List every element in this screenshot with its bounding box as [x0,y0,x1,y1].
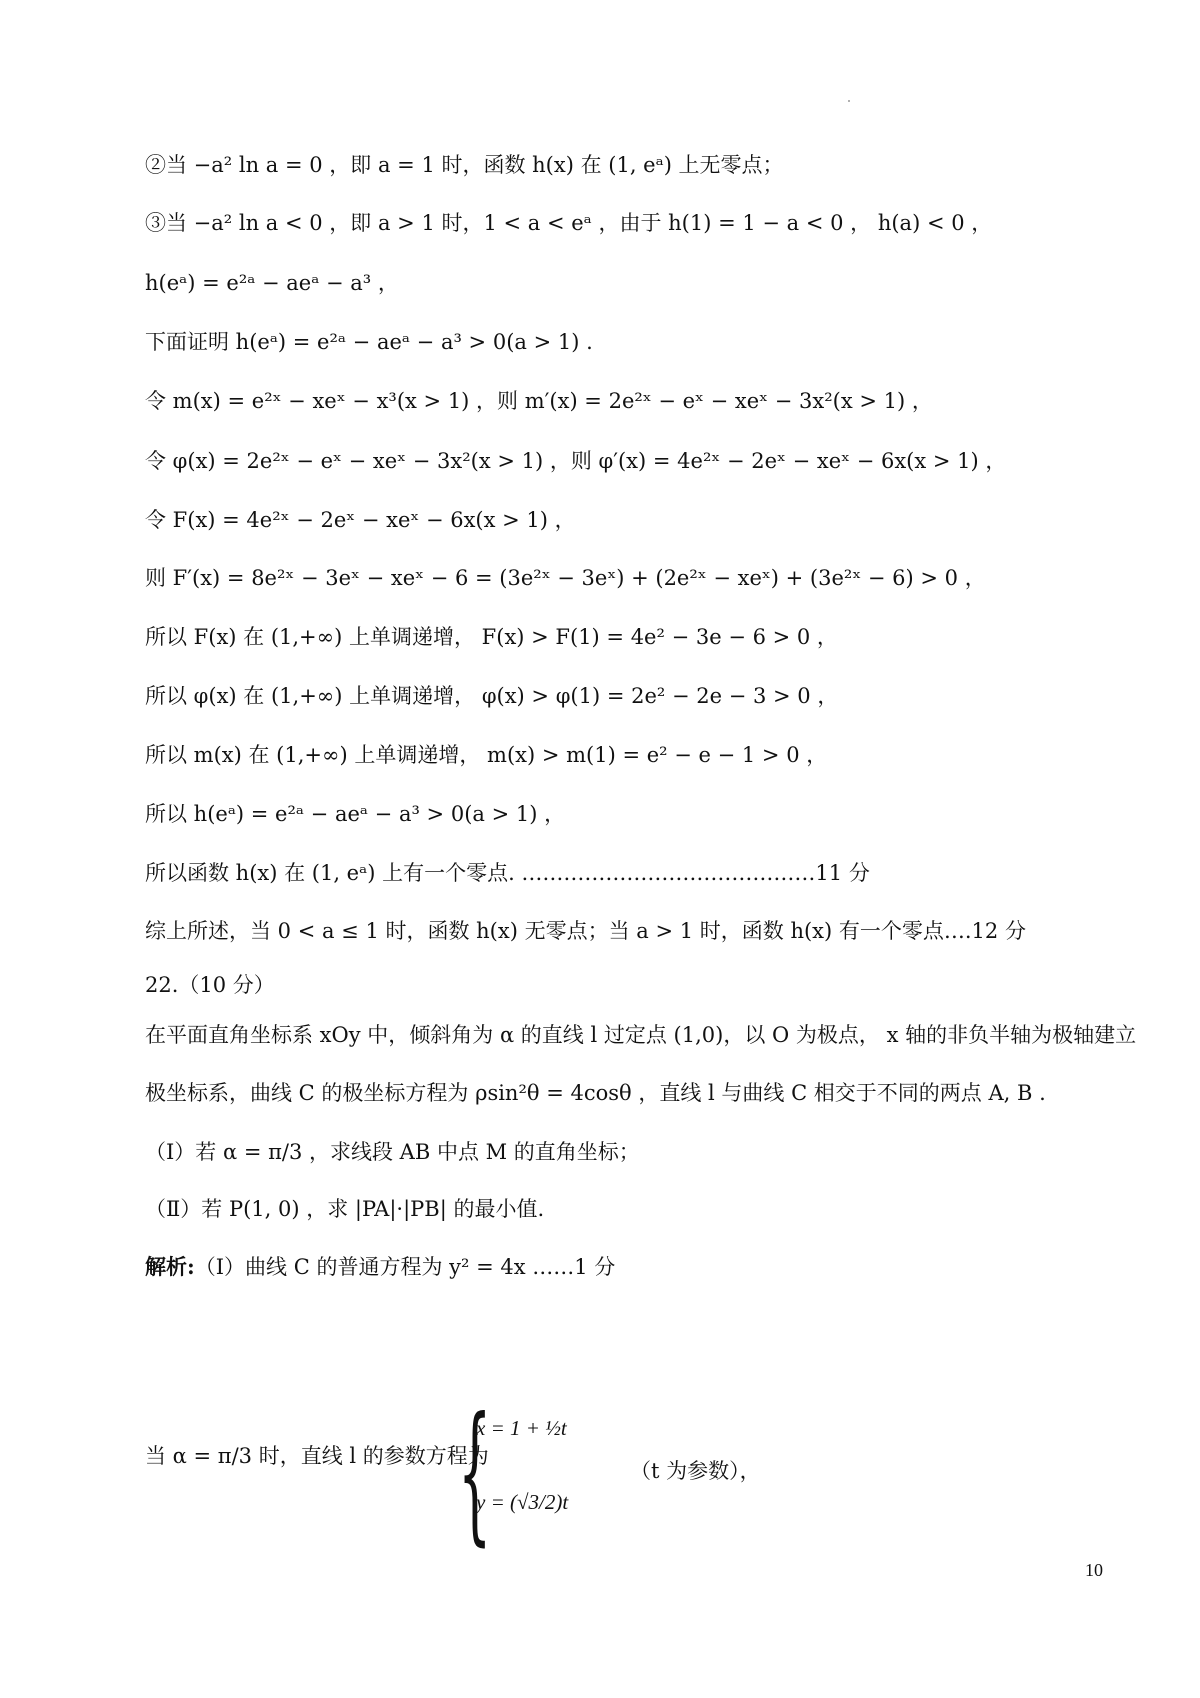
text-line-6: 令 φ(x) = 2e²ˣ − eˣ − xeˣ − 3x²(x > 1) ，则 φ′(x) = 4e²ˣ − 2eˣ − xeˣ − 6x(x > 1) ， [145,449,1007,473]
solution-label: 解析: [145,1254,195,1279]
text-line-3: h(eᵃ) = e²ᵃ − aeᵃ − a³ ， [145,271,399,295]
parametric-lead: 当 α = π/3 时，直线 l 的参数方程为 [145,1444,489,1468]
solution-line [145,1252,615,1282]
text-line-2: ③当 −a² ln a < 0 ，即 a > 1 时，1 < a < eᵃ ，由于 h(1) = 1 − a < 0 ， h(a) < 0 ， [145,211,993,235]
text-line-12: 所以 h(eᵃ) = e²ᵃ − aeᵃ − a³ > 0(a > 1) ， [145,802,566,826]
text-line-8: 则 F′(x) = 8e²ˣ − 3eˣ − xeˣ − 6 = (3e²ˣ − 3eˣ) + (2e²ˣ − xeˣ) + (3e²ˣ − 6) > 0 ， [145,566,986,590]
text-line-1: ②当 −a² ln a = 0 ，即 a = 1 时，函数 h(x) 在 (1, eᵃ) 上无零点； [145,153,784,177]
text-line-4: 下面证明 h(eᵃ) = e²ᵃ − aeᵃ − a³ > 0(a > 1) . [145,330,593,354]
speck [848,100,850,102]
parametric-system [458,1386,618,1560]
text-line-7: 令 F(x) = 4e²ˣ − 2eˣ − xeˣ − 6x(x > 1) ， [145,508,576,532]
problem-part-1: （Ⅰ）若 α = π/3 ，求线段 AB 中点 M 的直角坐标； [145,1140,640,1164]
parametric-tail: （t 为参数）， [630,1459,761,1483]
text-line-5: 令 m(x) = e²ˣ − xeˣ − x³(x > 1) ，则 m′(x) = 2e²ˣ − eˣ − xeˣ − 3x²(x > 1) ， [145,389,933,413]
problem-number: 22.（10 分） [145,973,275,997]
left-brace: { [458,1386,492,1560]
text-line-10: 所以 φ(x) 在 (1,+∞) 上单调递增， φ(x) > φ(1) = 2e² − 2e − 3 > 0 ， [145,684,839,708]
parametric-eq-y: y = (√3/2)t [476,1490,569,1514]
problem-text-1: 在平面直角坐标系 xOy 中，倾斜角为 α 的直线 l 过定点 (1,0)，以 O 为极点， x 轴的非负半轴为极轴建立 [145,1023,1137,1047]
text-line-11: 所以 m(x) 在 (1,+∞) 上单调递增， m(x) > m(1) = e² − e − 1 > 0 ， [145,743,828,767]
problem-part-2: （Ⅱ）若 P(1, 0) ，求 |PA|·|PB| 的最小值. [145,1197,545,1221]
page-number: 10 [1085,1560,1103,1580]
solution-text: （Ⅰ）曲线 C 的普通方程为 y² = 4x ……1 分 [194,1255,616,1279]
text-line-14: 综上所述，当 0 < a ≤ 1 时，函数 h(x) 无零点；当 a > 1 时，函数 h(x) 有一个零点….12 分 [145,919,1026,943]
problem-text-2: 极坐标系，曲线 C 的极坐标方程为 ρsin²θ = 4cosθ ，直线 l 与曲线 C 相交于不同的两点 A, B . [145,1081,1046,1105]
text-line-9: 所以 F(x) 在 (1,+∞) 上单调递增， F(x) > F(1) = 4e² − 3e − 6 > 0 ， [145,625,838,649]
text-line-13: 所以函数 h(x) 在 (1, eᵃ) 上有一个零点. ……………………………………11 分 [145,861,870,885]
parametric-eq-x: x = 1 + ½t [476,1416,567,1440]
